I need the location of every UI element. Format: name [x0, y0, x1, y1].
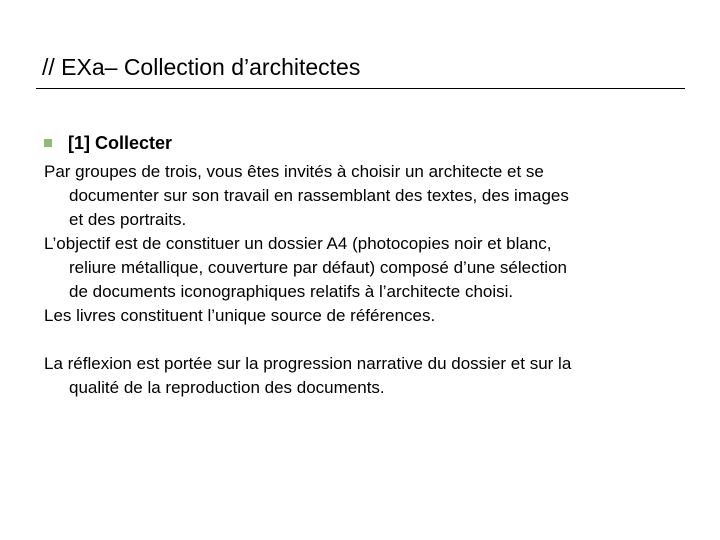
paragraph-line: de documents iconographiques relatifs à l’architecte choisi. — [69, 282, 514, 301]
paragraph-line: et des portraits. — [69, 210, 187, 229]
paragraph-objective — [44, 232, 684, 304]
paragraph-instructions — [44, 160, 684, 232]
paragraph-reflection — [44, 352, 684, 400]
paragraph-line: Par groupes de trois, vous êtes invités à choisir un architecte et se — [44, 162, 544, 181]
paragraph-line: reliure métallique, couverture par défaut) composé d’une sélection — [69, 258, 567, 277]
title-underline — [36, 88, 685, 89]
paragraph-line: qualité de la reproduction des documents. — [69, 378, 385, 397]
paragraph-spacer — [44, 328, 684, 352]
square-bullet-icon — [44, 139, 52, 147]
bullet-item-collecter — [44, 130, 172, 156]
bullet-heading: [1] Collecter — [68, 132, 173, 153]
paragraph-sources — [44, 304, 684, 328]
slide-title: // EXa– Collection d’architectes — [42, 54, 361, 80]
paragraph-line: Les livres constituent l’unique source de références. — [44, 306, 436, 325]
paragraph-line: La réflexion est portée sur la progression narrative du dossier et sur la — [44, 354, 572, 373]
paragraph-line: documenter sur son travail en rassemblant des textes, des images — [69, 186, 569, 205]
paragraph-line: L’objectif est de constituer un dossier A4 (photocopies noir et blanc, — [44, 234, 552, 253]
body-text — [44, 160, 684, 400]
